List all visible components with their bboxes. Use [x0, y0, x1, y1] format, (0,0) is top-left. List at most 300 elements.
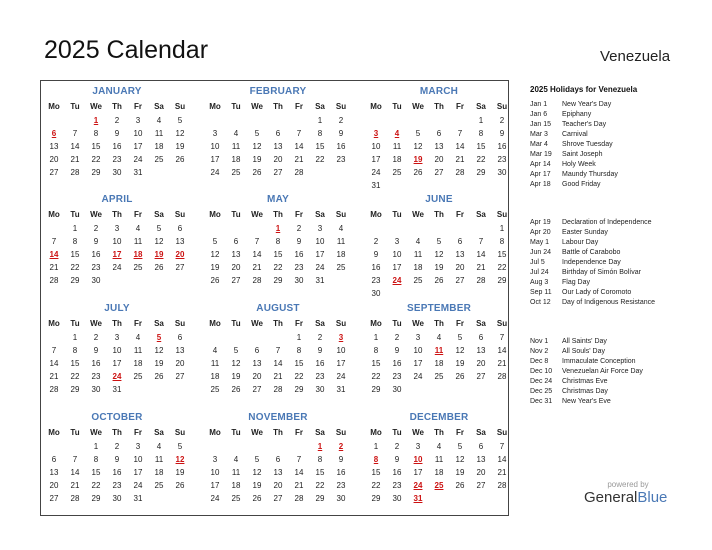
day-cell: 21 — [497, 468, 507, 477]
day-cell: 30 — [91, 276, 101, 285]
weekday-header: Tu — [231, 319, 241, 328]
day-cell: 11 — [336, 237, 346, 246]
day-cell: 13 — [231, 250, 241, 259]
day-cell: 12 — [154, 237, 164, 246]
day-cell: 26 — [455, 372, 465, 381]
day-cell: 22 — [91, 155, 101, 164]
holiday-day-cell: 25 — [434, 481, 444, 490]
weekday-header: We — [412, 210, 424, 219]
day-cell: 17 — [112, 359, 122, 368]
day-cell: 7 — [51, 237, 57, 246]
holiday-day-cell: 3 — [338, 333, 344, 342]
day-cell: 13 — [175, 237, 185, 246]
weekday-header: Th — [112, 210, 122, 219]
day-cell: 20 — [231, 263, 241, 272]
day-cell: 23 — [336, 155, 346, 164]
day-cell: 18 — [392, 155, 402, 164]
holiday-name: Epiphany — [562, 111, 592, 118]
day-cell: 20 — [476, 468, 486, 477]
weekday-header: Tu — [70, 319, 80, 328]
day-cell: 18 — [336, 250, 346, 259]
day-cell: 14 — [252, 250, 262, 259]
weekday-header: Su — [496, 210, 508, 219]
day-cell: 11 — [210, 359, 220, 368]
day-cell: 1 — [72, 333, 78, 342]
day-cell: 31 — [371, 181, 381, 190]
day-cell: 10 — [133, 129, 143, 138]
day-cell: 6 — [275, 455, 281, 464]
holiday-item — [530, 130, 588, 139]
month-name: JUNE — [425, 194, 453, 205]
day-cell: 1 — [72, 224, 78, 233]
day-cell: 18 — [231, 155, 241, 164]
day-cell: 4 — [156, 442, 162, 451]
holiday-name: Saint Joseph — [562, 151, 603, 158]
day-cell: 24 — [315, 263, 325, 272]
weekday-header: We — [90, 210, 102, 219]
holiday-day-cell: 24 — [413, 481, 423, 490]
day-cell: 2 — [338, 116, 344, 125]
holiday-item — [530, 110, 591, 119]
day-cell: 12 — [210, 250, 220, 259]
day-cell: 21 — [476, 263, 486, 272]
weekday-header: We — [90, 102, 102, 111]
powered-by-text: powered by — [607, 480, 649, 489]
holiday-name: Teacher's Day — [562, 121, 607, 128]
day-cell: 23 — [112, 155, 122, 164]
holiday-item — [530, 170, 618, 179]
day-cell: 27 — [252, 385, 262, 394]
holiday-item — [530, 298, 655, 307]
day-cell: 18 — [231, 481, 241, 490]
day-cell: 25 — [434, 372, 444, 381]
day-cell: 31 — [112, 385, 122, 394]
day-cell: 2 — [394, 442, 400, 451]
holiday-item — [530, 238, 598, 247]
holiday-day-cell: 10 — [413, 455, 423, 464]
holiday-name: Day of Indigenous Resistance — [562, 299, 655, 306]
day-cell: 26 — [154, 263, 164, 272]
day-cell: 3 — [212, 455, 218, 464]
day-cell: 22 — [70, 263, 80, 272]
day-cell: 2 — [93, 333, 99, 342]
day-cell: 16 — [497, 142, 507, 151]
holiday-name: Holy Week — [562, 161, 596, 168]
holiday-item — [530, 367, 643, 376]
day-cell: 14 — [294, 142, 304, 151]
day-cell: 10 — [210, 142, 220, 151]
holiday-name: New Year's Day — [562, 101, 612, 108]
holiday-date: Nov 2 — [530, 348, 549, 355]
day-cell: 27 — [455, 276, 465, 285]
day-cell: 19 — [252, 481, 262, 490]
weekday-header: Th — [434, 319, 444, 328]
weekday-header: Su — [496, 319, 508, 328]
holiday-date: Dec 31 — [530, 398, 553, 405]
day-cell: 15 — [91, 142, 101, 151]
day-cell: 22 — [273, 263, 283, 272]
day-cell: 13 — [49, 142, 59, 151]
day-cell: 14 — [70, 142, 80, 151]
day-cell: 7 — [296, 129, 302, 138]
day-cell: 5 — [254, 129, 260, 138]
holiday-name: Christmas Eve — [562, 378, 608, 385]
day-cell: 6 — [478, 442, 484, 451]
holiday-date: Dec 25 — [530, 388, 553, 395]
day-cell: 15 — [371, 359, 381, 368]
holiday-day-cell: 4 — [394, 129, 400, 138]
weekday-header: Th — [434, 102, 444, 111]
day-cell: 27 — [273, 168, 283, 177]
day-cell: 13 — [252, 359, 262, 368]
day-cell: 22 — [70, 372, 80, 381]
day-cell: 6 — [254, 346, 260, 355]
day-cell: 30 — [371, 289, 381, 298]
day-cell: 5 — [212, 237, 218, 246]
day-cell: 15 — [294, 359, 304, 368]
weekday-header: We — [251, 319, 263, 328]
day-cell: 14 — [497, 346, 507, 355]
holiday-day-cell: 2 — [338, 442, 344, 451]
weekday-header: Fr — [456, 319, 464, 328]
day-cell: 1 — [296, 333, 302, 342]
month-name: FEBRUARY — [249, 86, 307, 97]
holiday-date: Jul 24 — [530, 269, 549, 276]
day-cell: 21 — [49, 372, 59, 381]
brand-name — [584, 489, 668, 506]
day-cell: 4 — [338, 224, 344, 233]
holiday-day-cell: 19 — [154, 250, 164, 259]
day-cell: 2 — [114, 442, 120, 451]
day-cell: 21 — [252, 263, 262, 272]
day-cell: 29 — [476, 168, 486, 177]
holiday-day-cell: 14 — [49, 250, 59, 259]
day-cell: 30 — [112, 494, 122, 503]
day-cell: 9 — [296, 237, 302, 246]
month-name: APRIL — [101, 194, 133, 205]
day-cell: 20 — [455, 263, 465, 272]
weekday-header: Tu — [392, 210, 402, 219]
holiday-name: Labour Day — [562, 239, 599, 246]
weekday-header: Su — [174, 428, 186, 437]
holiday-item — [530, 140, 613, 149]
holiday-item — [530, 258, 621, 267]
holiday-date: Jul 5 — [530, 259, 545, 266]
day-cell: 9 — [394, 455, 400, 464]
day-cell: 23 — [392, 372, 402, 381]
holiday-day-cell: 3 — [373, 129, 379, 138]
day-cell: 18 — [154, 142, 164, 151]
weekday-header: Sa — [315, 210, 325, 219]
day-cell: 22 — [315, 155, 325, 164]
day-cell: 6 — [478, 333, 484, 342]
month-name: SEPTEMBER — [406, 303, 472, 314]
day-cell: 18 — [154, 468, 164, 477]
day-cell: 25 — [413, 276, 423, 285]
day-cell: 23 — [112, 481, 122, 490]
day-cell: 15 — [476, 142, 486, 151]
day-cell: 17 — [210, 155, 220, 164]
weekday-header: Mo — [48, 102, 60, 111]
day-cell: 29 — [91, 494, 101, 503]
day-cell: 18 — [434, 468, 444, 477]
day-cell: 26 — [455, 481, 465, 490]
day-cell: 12 — [455, 346, 465, 355]
weekday-header: Tu — [70, 102, 80, 111]
weekday-header: Sa — [154, 102, 164, 111]
holiday-name: Immaculate Conception — [562, 358, 636, 365]
day-cell: 25 — [210, 385, 220, 394]
day-cell: 31 — [133, 494, 143, 503]
weekday-header: Su — [496, 428, 508, 437]
weekday-header: Tu — [392, 102, 402, 111]
day-cell: 16 — [336, 142, 346, 151]
weekday-header: Th — [112, 428, 122, 437]
weekday-header: Fr — [456, 210, 464, 219]
brand-general: General — [584, 489, 638, 506]
holiday-name: Flag Day — [562, 279, 591, 286]
day-cell: 29 — [294, 385, 304, 394]
day-cell: 12 — [231, 359, 241, 368]
day-cell: 17 — [371, 155, 381, 164]
holiday-item — [530, 357, 636, 366]
holiday-date: Dec 8 — [530, 358, 549, 365]
day-cell: 17 — [392, 263, 402, 272]
day-cell: 13 — [273, 142, 283, 151]
day-cell: 19 — [455, 359, 465, 368]
weekday-header: Mo — [209, 102, 221, 111]
day-cell: 3 — [212, 129, 218, 138]
day-cell: 16 — [294, 250, 304, 259]
day-cell: 16 — [91, 359, 101, 368]
holiday-item — [530, 180, 601, 189]
day-cell: 15 — [497, 250, 507, 259]
day-cell: 9 — [499, 129, 505, 138]
weekday-header: Mo — [209, 428, 221, 437]
day-cell: 13 — [455, 250, 465, 259]
day-cell: 23 — [497, 155, 507, 164]
holidays-title: 2025 Holidays for Venezuela — [530, 85, 638, 94]
day-cell: 3 — [317, 224, 323, 233]
day-cell: 22 — [476, 155, 486, 164]
holiday-name: Good Friday — [562, 181, 601, 188]
day-cell: 20 — [49, 481, 59, 490]
day-cell: 24 — [210, 168, 220, 177]
day-cell: 16 — [91, 250, 101, 259]
weekday-header: Mo — [209, 319, 221, 328]
holiday-name: Shrove Tuesday — [562, 141, 613, 148]
weekday-header: Fr — [456, 102, 464, 111]
day-cell: 18 — [413, 263, 423, 272]
day-cell: 16 — [392, 359, 402, 368]
day-cell: 13 — [49, 468, 59, 477]
day-cell: 6 — [275, 129, 281, 138]
day-cell: 7 — [499, 442, 505, 451]
weekday-header: Fr — [295, 102, 303, 111]
holiday-day-cell: 5 — [156, 333, 162, 342]
day-cell: 19 — [231, 372, 241, 381]
day-cell: 29 — [497, 276, 507, 285]
holiday-date: Mar 3 — [530, 131, 548, 138]
day-cell: 23 — [91, 372, 101, 381]
day-cell: 9 — [93, 237, 99, 246]
holiday-day-cell: 17 — [112, 250, 122, 259]
weekday-header: Su — [174, 319, 186, 328]
day-cell: 15 — [273, 250, 283, 259]
day-cell: 13 — [476, 455, 486, 464]
day-cell: 9 — [114, 129, 120, 138]
holiday-name: Birthday of Simón Bolívar — [562, 269, 641, 276]
day-cell: 13 — [273, 468, 283, 477]
day-cell: 4 — [233, 455, 239, 464]
day-cell: 22 — [91, 481, 101, 490]
weekday-header: Tu — [231, 210, 241, 219]
holiday-name: All Saints' Day — [562, 338, 607, 345]
day-cell: 19 — [175, 468, 185, 477]
day-cell: 24 — [210, 494, 220, 503]
day-cell: 15 — [315, 142, 325, 151]
day-cell: 9 — [373, 250, 379, 259]
day-cell: 4 — [436, 333, 442, 342]
day-cell: 5 — [177, 442, 183, 451]
day-cell: 9 — [114, 455, 120, 464]
weekday-header: Sa — [315, 428, 325, 437]
holiday-day-cell: 24 — [392, 276, 402, 285]
day-cell: 21 — [49, 263, 59, 272]
holiday-name: Maundy Thursday — [562, 171, 618, 178]
holiday-date: Mar 19 — [530, 151, 552, 158]
weekday-header: We — [412, 319, 424, 328]
day-cell: 6 — [51, 455, 57, 464]
weekday-header: Fr — [134, 102, 142, 111]
day-cell: 7 — [296, 455, 302, 464]
day-cell: 29 — [273, 276, 283, 285]
weekday-header: Th — [112, 319, 122, 328]
day-cell: 3 — [114, 224, 120, 233]
day-cell: 26 — [154, 372, 164, 381]
day-cell: 30 — [336, 494, 346, 503]
weekday-header: Th — [273, 428, 283, 437]
day-cell: 14 — [49, 359, 59, 368]
day-cell: 25 — [154, 155, 164, 164]
day-cell: 14 — [455, 142, 465, 151]
day-cell: 11 — [413, 250, 423, 259]
day-cell: 8 — [499, 237, 505, 246]
holiday-day-cell: 1 — [275, 224, 281, 233]
day-cell: 17 — [210, 481, 220, 490]
day-cell: 2 — [296, 224, 302, 233]
weekday-header: Su — [335, 428, 347, 437]
day-cell: 16 — [392, 468, 402, 477]
day-cell: 7 — [499, 333, 505, 342]
day-cell: 27 — [49, 494, 59, 503]
holiday-name: Easter Sunday — [562, 229, 608, 236]
day-cell: 20 — [476, 359, 486, 368]
day-cell: 5 — [233, 346, 239, 355]
weekday-header: Mo — [370, 428, 382, 437]
day-cell: 26 — [175, 155, 185, 164]
day-cell: 31 — [336, 385, 346, 394]
day-cell: 4 — [156, 116, 162, 125]
day-cell: 23 — [91, 263, 101, 272]
day-cell: 29 — [371, 494, 381, 503]
day-cell: 16 — [336, 468, 346, 477]
holiday-name: Our Lady of Coromoto — [562, 289, 632, 296]
holiday-item — [530, 397, 611, 406]
month-name: MARCH — [419, 86, 459, 97]
day-cell: 24 — [336, 372, 346, 381]
day-cell: 27 — [175, 372, 185, 381]
day-cell: 17 — [413, 359, 423, 368]
day-cell: 30 — [392, 494, 402, 503]
weekday-header: Su — [335, 319, 347, 328]
day-cell: 9 — [93, 346, 99, 355]
day-cell: 20 — [273, 155, 283, 164]
holiday-date: Dec 10 — [530, 368, 553, 375]
holiday-date: Oct 12 — [530, 299, 551, 306]
day-cell: 5 — [415, 129, 421, 138]
day-cell: 2 — [499, 116, 505, 125]
weekday-header: Su — [174, 210, 186, 219]
day-cell: 4 — [415, 237, 421, 246]
day-cell: 24 — [133, 155, 143, 164]
holiday-date: Aug 3 — [530, 279, 549, 286]
day-cell: 16 — [112, 468, 122, 477]
day-cell: 21 — [455, 155, 465, 164]
day-cell: 26 — [252, 168, 262, 177]
day-cell: 30 — [112, 168, 122, 177]
weekday-header: Tu — [392, 428, 402, 437]
day-cell: 28 — [497, 481, 507, 490]
weekday-header: Tu — [70, 428, 80, 437]
day-cell: 15 — [70, 250, 80, 259]
day-cell: 17 — [133, 142, 143, 151]
day-cell: 13 — [434, 142, 444, 151]
day-cell: 23 — [371, 276, 381, 285]
day-cell: 28 — [497, 372, 507, 381]
month-name: JANUARY — [92, 86, 142, 97]
day-cell: 7 — [457, 129, 463, 138]
holiday-date: Jan 1 — [530, 101, 548, 108]
holiday-day-cell: 11 — [434, 346, 444, 355]
weekday-header: Su — [174, 102, 186, 111]
day-cell: 22 — [371, 372, 381, 381]
day-cell: 12 — [154, 346, 164, 355]
day-cell: 29 — [91, 168, 101, 177]
day-cell: 8 — [478, 129, 484, 138]
holiday-day-cell: 12 — [175, 455, 185, 464]
day-cell: 25 — [133, 372, 143, 381]
day-cell: 28 — [49, 276, 59, 285]
weekday-header: Th — [273, 319, 283, 328]
day-cell: 10 — [112, 346, 122, 355]
day-cell: 18 — [210, 372, 220, 381]
day-cell: 20 — [273, 481, 283, 490]
holiday-date: Nov 1 — [530, 338, 549, 345]
holiday-day-cell: 24 — [112, 372, 122, 381]
day-cell: 27 — [175, 263, 185, 272]
day-cell: 17 — [413, 468, 423, 477]
weekday-header: Th — [273, 102, 283, 111]
day-cell: 4 — [135, 333, 141, 342]
day-cell: 24 — [133, 481, 143, 490]
day-cell: 1 — [93, 442, 99, 451]
day-cell: 21 — [273, 372, 283, 381]
holiday-item — [530, 228, 608, 237]
day-cell: 5 — [156, 224, 162, 233]
day-cell: 14 — [497, 455, 507, 464]
day-cell: 22 — [294, 372, 304, 381]
